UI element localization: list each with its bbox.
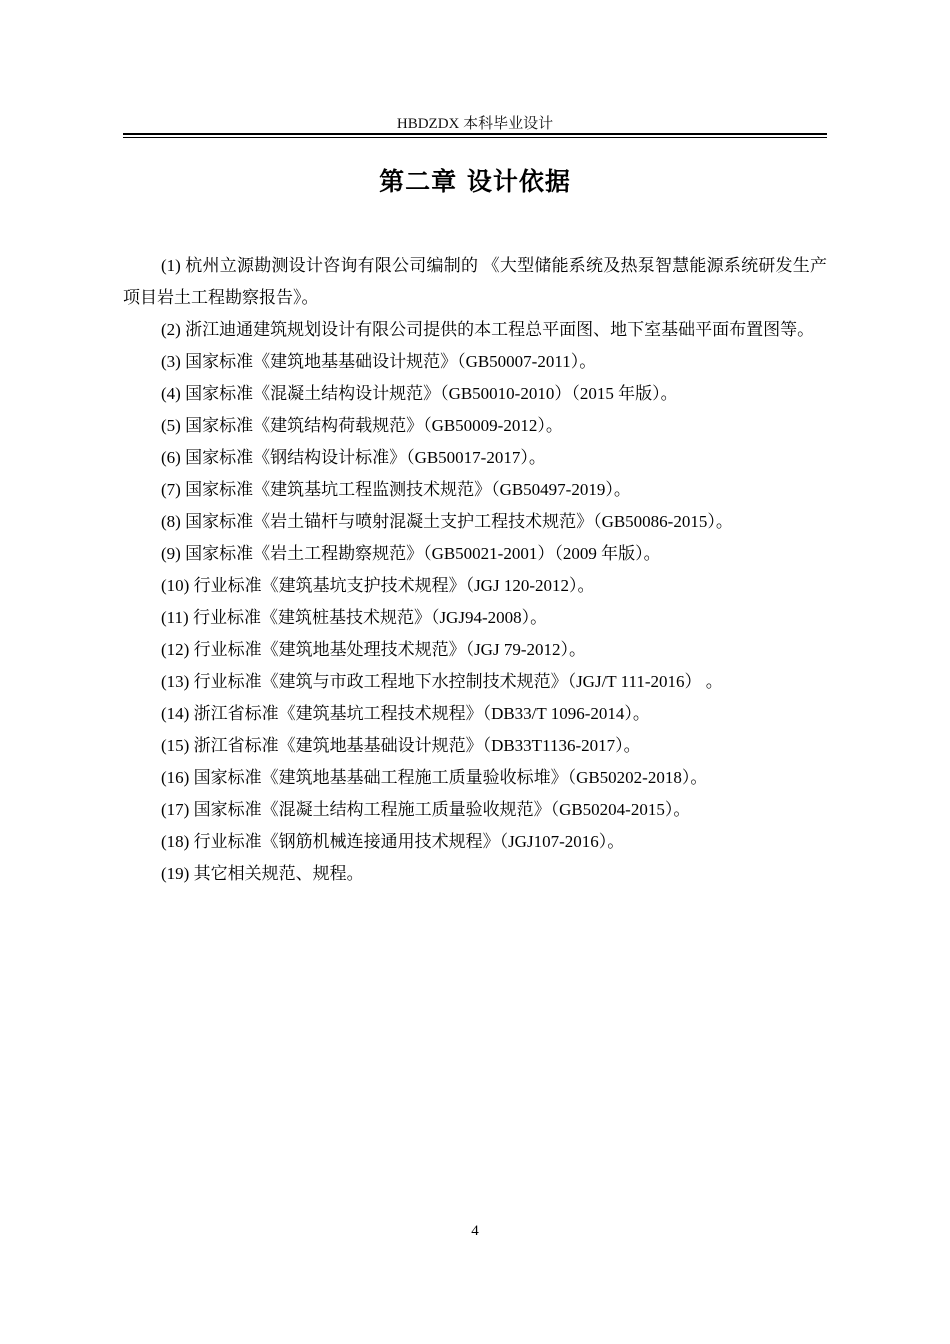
- reference-item: (3) 国家标准《建筑地基基础设计规范》（GB50007-2011）。: [161, 352, 597, 371]
- reference-item: (2) 浙江迪通建筑规划设计有限公司提供的本工程总平面图、地下室基础平面布置图等。: [161, 320, 815, 339]
- chapter-title: 第二章 设计依据: [379, 167, 571, 196]
- reference-item: (11) 行业标准《建筑桩基技术规范》（JGJ94-2008）。: [161, 608, 548, 627]
- reference-item: (18) 行业标准《钢筋机械连接通用技术规程》（JGJ107-2016）。: [161, 832, 625, 851]
- reference-item: (7) 国家标准《建筑基坑工程监测技术规范》（GB50497-2019）。: [161, 480, 631, 499]
- reference-item: (16) 国家标准《建筑地基基础工程施工质量验收标堆》（GB50202-2018）。: [161, 768, 708, 787]
- reference-item: (19) 其它相关规范、规程。: [161, 864, 364, 883]
- reference-item: (17) 国家标准《混凝土结构工程施工质量验收规范》（GB50204-2015）。: [161, 800, 691, 819]
- header-rule-thin: [123, 137, 827, 138]
- header-rule-thick: [123, 133, 827, 135]
- reference-item: (12) 行业标准《建筑地基处理技术规范》（JGJ 79-2012）。: [161, 640, 586, 659]
- reference-item: (15) 浙江省标准《建筑地基基础设计规范》（DB33T1136-2017）。: [161, 736, 641, 755]
- reference-item: (13) 行业标准《建筑与市政工程地下水控制技术规范》（JGJ/T 111-2016） 。: [161, 672, 723, 691]
- reference-item: (6) 国家标准《钢结构设计标准》（GB50017-2017）。: [161, 448, 546, 467]
- reference-item: (14) 浙江省标准《建筑基坑工程技术规程》（DB33/T 1096-2014）。: [161, 704, 650, 723]
- reference-item: (5) 国家标准《建筑结构荷载规范》（GB50009-2012）。: [161, 416, 563, 435]
- reference-item: (10) 行业标准《建筑基坑支护技术规程》（JGJ 120-2012）。: [161, 576, 595, 595]
- reference-item: (8) 国家标准《岩土锚杆与喷射混凝土支护工程技术规范》（GB50086-2015）。: [161, 512, 733, 531]
- reference-list: [123, 250, 827, 890]
- running-header: HBDZDX 本科毕业设计: [396, 116, 554, 132]
- page-number: 4: [471, 1223, 479, 1239]
- reference-item: (1) 杭州立源勘测设计咨询有限公司编制的 《大型储能系统及热泵智慧能源系统研发生产项目岩土工程勘察报告》。: [123, 256, 827, 307]
- reference-item: (9) 国家标准《岩土工程勘察规范》（GB50021-2001）（2009 年版）。: [161, 544, 661, 563]
- reference-item: (4) 国家标准《混凝土结构设计规范》（GB50010-2010）（2015 年版）。: [161, 384, 678, 403]
